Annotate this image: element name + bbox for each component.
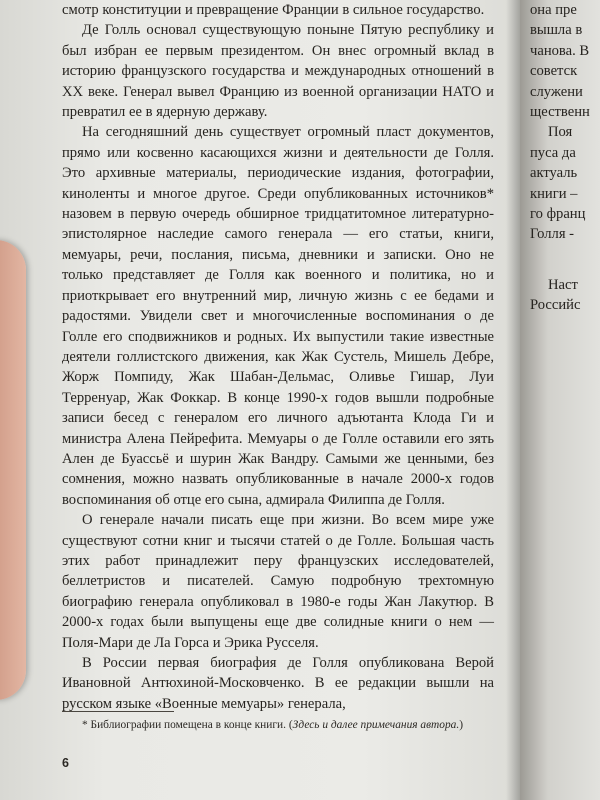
paragraph: О генерале начали писать еще при жизни. Во всем мире уже существуют сотни книг и тысячи статей о де Голле. Большая часть этих работ принадлежит перу французских исследователей, беллетристов и писателей. Самую подробную трехтомную биографию генерала опубликовал в 1980-е годы Жан Лакутюр. В 2000-х годах были выпущены еще две солидные книги о нем — Поля-Мари де Ла Горса и Эрика Русселя. [62, 512, 494, 651]
footnote-note: Здесь и далее примечания автора. [292, 719, 460, 731]
body-text [62, 0, 494, 714]
footnote-close: ) [459, 719, 464, 731]
facing-line: Российс [530, 297, 581, 314]
facing-line: Голля - [530, 226, 575, 243]
facing-line: Поя [548, 124, 573, 141]
facing-line: вышла в [530, 22, 583, 39]
facing-line: го франц [530, 205, 586, 222]
paragraph: В России первая биография де Голля опубликована Верой Ивановной Антюхиной-Московченко. В ее редакции вышли на русском языке «Военные мемуары» генерала, [62, 655, 494, 712]
facing-line: служени [530, 83, 583, 100]
paragraph: смотр конституции и превращение Франции в сильное государство. [62, 2, 485, 18]
facing-line: книги – [530, 185, 578, 202]
facing-line: Наст [548, 276, 578, 293]
facing-page [520, 0, 600, 800]
facing-line: актуаль [530, 165, 578, 182]
facing-gap [530, 245, 600, 275]
footnote-text: * Библиографии помещена в конце книги. ( [82, 719, 293, 731]
page-number: 6 [62, 756, 69, 770]
facing-line: чанова. В [530, 42, 590, 59]
paragraph: Де Голль основал существующую поныне Пятую республику и был избран ее первым президентом. Он внес огромный вклад в историю французского государства и международных отношений в XX веке. Генерал вывел Францию из военной организации НАТО и превратил ее в ядерную державу. [62, 22, 494, 121]
facing-line: щественн [530, 103, 590, 120]
paragraph: На сегодняшний день существует огромный пласт документов, прямо или косвенно касающихся жизни и деятельности де Голля. Это архивные материалы, периодические издания, фотографии, киноленты и многое другое. Среди опубликованных источников* назовем в первую очередь обширное тридцатитомное литературно-эпистолярное наследие самого генерала — его статьи, книги, мемуары, речи, послания, письма, дневники и записки. Оно не только представляет де Голля как военного и политика, но и приоткрывает его внутренний мир, личную жизнь с ее бедами и радостями. Увидели свет и многочисленные воспоминания о де Голле его сподвижников и родных. Их выпустили такие известные деятели голлистского движения, как Жак Сустель, Мишель Дебре, Жорж Помпиду, Жак Шабан-Дельмас, Оливье Гишар, Луи Терренуар, Жак Фоккар. В конце 1990-х годов вышли подробные записи бесед с генералом его личного адъютанта Клода Ги и министра Алена Пейрефита. Мемуары о де Голле оставили его зять Ален де Буассьё и шурин Жак Вандру. Самыми же ценными, без сомнения, можно назвать опубликованные в начале 2000-х годов воспоминания об отце его сына, адмирала Филиппа де Голля. [62, 124, 494, 508]
facing-line: она пре [530, 2, 577, 18]
footnote [62, 717, 494, 733]
thumb [0, 240, 26, 700]
footnote-divider [62, 711, 174, 712]
facing-line: советск [530, 63, 578, 80]
facing-line: пуса да [530, 144, 576, 161]
facing-page-text [530, 0, 600, 315]
